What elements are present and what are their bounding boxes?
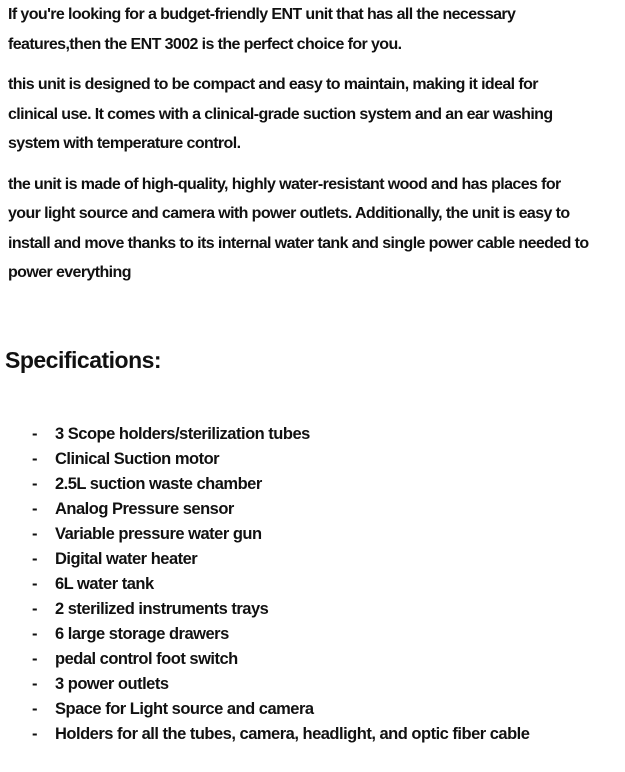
paragraph-line: install and move thanks to its internal water tank and single power cable needed to [8,234,589,252]
intro-paragraphs [8,0,617,288]
spec-item-text: Holders for all the tubes, camera, headlight, and optic fiber cable [55,724,530,743]
spec-list-item [32,722,617,747]
spec-item-text: Variable pressure water gun [55,524,262,543]
spec-item-text: 2 sterilized instruments trays [55,599,269,618]
dash-bullet: - [32,574,37,593]
dash-bullet: - [32,724,37,743]
paragraph-intro [8,0,617,59]
spec-item-text: 3 Scope holders/sterilization tubes [55,424,310,443]
paragraph-materials [8,170,617,288]
spec-list-item [32,622,617,647]
spec-list-item [32,522,617,547]
spec-list-item [32,647,617,672]
spec-item-text: Space for Light source and camera [55,699,314,718]
specifications-list [8,422,617,747]
paragraph-line: system with temperature control. [8,135,241,152]
spec-item-text: Clinical Suction motor [55,449,220,468]
spec-list-item [32,672,617,697]
dash-bullet: - [32,599,37,618]
paragraph-line: power everything [8,264,131,281]
dash-bullet: - [32,649,37,668]
dash-bullet: - [32,524,37,543]
spec-list-item [32,697,617,722]
paragraph-line: the unit is made of high-quality, highly water-resistant wood and has places for [8,175,561,193]
paragraph-line: your light source and camera with power outlets. Additionally, the unit is easy to [8,205,570,222]
dash-bullet: - [32,699,37,718]
paragraph-line: If you're looking for a budget-friendly ENT unit that has all the necessary [8,6,516,23]
spec-list-item [32,572,617,597]
spec-list-item [32,447,617,472]
spec-item-text: 3 power outlets [55,674,169,693]
paragraph-line: clinical use. It comes with a clinical-grade suction system and an ear washing [8,105,553,123]
paragraph-design [8,70,617,159]
spec-item-text: Analog Pressure sensor [55,499,234,518]
dash-bullet: - [32,549,37,568]
spec-item-text: 2.5L suction waste chamber [55,474,262,493]
dash-bullet: - [32,624,37,643]
spec-item-text: Digital water heater [55,549,198,568]
dash-bullet: - [32,449,37,468]
specifications-heading: Specifications: [5,346,162,373]
spec-list-item [32,422,617,447]
spec-item-text: pedal control foot switch [55,649,238,668]
spec-list-item [32,597,617,622]
dash-bullet: - [32,674,37,693]
spec-list-item [32,547,617,572]
spec-list-item [32,472,617,497]
spec-list-item [32,497,617,522]
spec-item-text: 6 large storage drawers [55,624,229,643]
paragraph-line: features,then the ENT 3002 is the perfect choice for you. [8,35,402,53]
dash-bullet: - [32,474,37,493]
dash-bullet: - [32,499,37,518]
dash-bullet: - [32,424,37,443]
spec-item-text: 6L water tank [55,574,154,593]
paragraph-line: this unit is designed to be compact and easy to maintain, making it ideal for [8,76,538,93]
